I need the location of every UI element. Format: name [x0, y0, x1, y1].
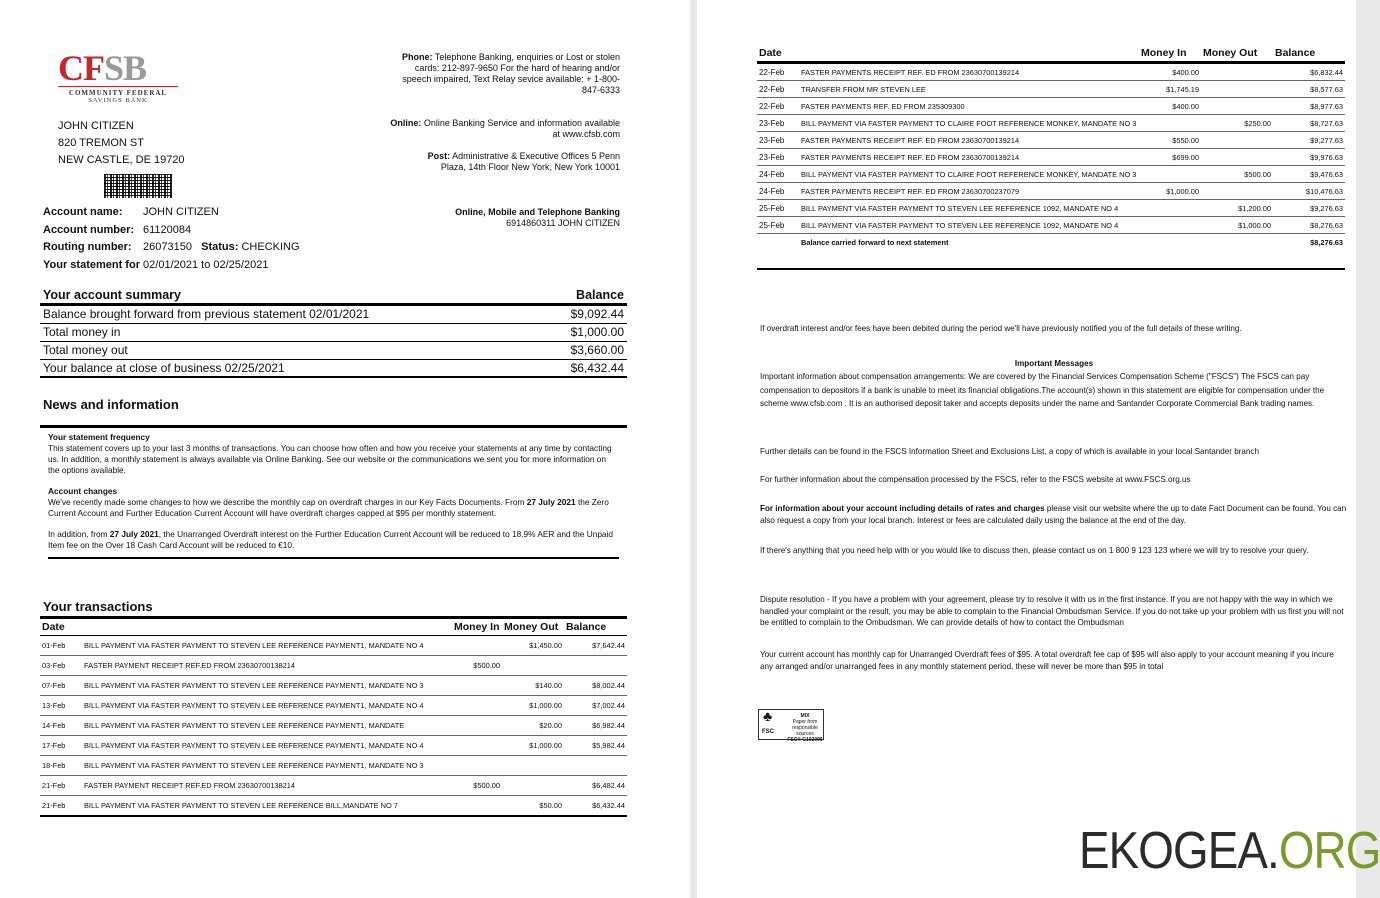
- row-date: 13-Feb: [40, 696, 82, 716]
- watermark: [1079, 821, 1380, 881]
- col-desc: [82, 618, 452, 636]
- col-date: Date: [40, 618, 82, 636]
- row-balance: $8,977.63: [1273, 98, 1345, 115]
- col-money-in: Money In: [1139, 45, 1201, 63]
- row-balance: $5,982.44: [564, 736, 627, 756]
- statement-page-2: [697, 0, 1380, 898]
- row-date: 24-Feb: [757, 183, 799, 200]
- col-balance: Balance: [1273, 45, 1345, 63]
- row-money-in: [452, 796, 502, 817]
- further-details-text: Further details can be found in the FSCS Information Sheet and Exclusions List, a copy of which is available in your local Santander branch: [760, 447, 1259, 456]
- account-summary: [40, 288, 627, 378]
- fsc-logo: [758, 708, 824, 743]
- row-description: FASTER PAYMENT RECEIPT REF.ED FROM 23630700138214: [82, 656, 452, 676]
- account-number: 61120084: [143, 223, 192, 236]
- row-money-out: $250.00: [1201, 115, 1273, 132]
- row-money-in: [452, 676, 502, 696]
- help-text: If there's anything that you need help with or you would like to discuss then, please contact us on 1 800 9 123 123 where we will try to resolve your query.: [760, 546, 1309, 555]
- row-balance: $8,577.63: [1273, 81, 1345, 98]
- contact-phone: [390, 52, 620, 96]
- row-money-in: $699.00: [1139, 149, 1201, 166]
- row-balance: $8,727.63: [1273, 115, 1345, 132]
- fscs-website-text: For further information about the compensation processed by the FSCS, refer to the FSCS website at www.FSCS.org.us: [760, 475, 1191, 484]
- row-money-out: $1,450.00: [502, 636, 564, 656]
- routing-number: 26073150: [143, 241, 192, 253]
- changes-heading: Account changes: [48, 486, 118, 496]
- transactions-title: Your transactions: [43, 599, 153, 614]
- final-in-cell: [1139, 234, 1201, 251]
- row-money-in: $1,000.00: [1139, 183, 1201, 200]
- row-money-out: $1,000.00: [502, 736, 564, 756]
- transactions-table-continued: [757, 45, 1345, 270]
- row-description: BILL PAYMENT VIA FASTER PAYMENT TO STEVEN LEE REFERENCE PAYMENT1, MANDATE NO 4: [82, 736, 452, 756]
- final-balance-value: $8,276.63: [1273, 234, 1345, 251]
- logo-line2: SAVINGS BANK: [88, 97, 148, 104]
- final-out-cell: [1201, 234, 1273, 251]
- row-date: 25-Feb: [757, 200, 799, 217]
- summary-row-label: Total money in: [43, 325, 121, 339]
- row-money-in: $1,745.19: [1139, 81, 1201, 98]
- row-description: FASTER PAYMENTS REF. ED FROM 235309300: [799, 98, 1139, 115]
- table-row: [40, 736, 627, 756]
- row-description: FASTER PAYMENTS RECEIPT REF. ED FROM 23630700139214: [799, 132, 1139, 149]
- summary-row-label: Balance brought forward from previous statement 02/01/2021: [43, 307, 370, 321]
- watermark-part1: EKOGEA.: [1079, 822, 1279, 880]
- phone-label: Phone:: [402, 52, 433, 62]
- table-row: [757, 115, 1345, 132]
- row-date: 22-Feb: [757, 81, 799, 98]
- row-description: BILL PAYMENT VIA FASTER PAYMENT TO STEVEN LEE REFERENCE PAYMENT1, MANDATE NO 3: [82, 756, 452, 776]
- table-row: [40, 796, 627, 817]
- rates-body: please visit our website where the up to date Fact Document can be found. You can also request a copy from your local branch. Interest or fees are calculated daily using the balance at the end of the day.: [760, 504, 1347, 525]
- row-date: 21-Feb: [40, 776, 82, 796]
- row-balance: $8,276.63: [1273, 217, 1345, 234]
- summary-title: Your account summary: [43, 288, 182, 302]
- table-row: [40, 716, 627, 736]
- statement-period: 02/01/2021 to 02/25/2021: [143, 258, 269, 271]
- row-money-in: [1139, 200, 1201, 217]
- news-section: [40, 425, 627, 569]
- freq-text: This statement covers up to your last 3 months of transactions. You can choose how often and how you receive your statements at any time by contacting us. In addition, a monthly statement is always available via Online Banking. See our website or the communications we sent you for more information on the options available.: [48, 443, 612, 475]
- bank-logo: [58, 48, 180, 104]
- row-date: 22-Feb: [757, 98, 799, 115]
- contact-post: [420, 151, 620, 173]
- customer-city: NEW CASTLE, DE 19720: [58, 154, 185, 166]
- logo-line1: COMMUNITY FEDERAL: [58, 86, 178, 97]
- row-date: 25-Feb: [757, 217, 799, 234]
- dispute-text: Dispute resolution - If you have a problem with your agreement, please try to resolve it with us in the first instance. If you are not happy with the way in which we handled your complaint or the result, you may be able to complain to the Financial Ombudsman Service. If you do not take up your problem with us first you will not be entitled to complain to the Ombudsman. We can provide details of how to contact the Ombudsman: [760, 595, 1344, 627]
- status-label: Status:: [201, 241, 239, 253]
- fsc-label: FSC: [762, 729, 774, 735]
- row-balance: $6,982.44: [564, 716, 627, 736]
- row-description: BILL PAYMENT VIA FASTER PAYMENT TO CLAIRE FOOT REFERENCE MONKEY, MANDATE NO 3: [799, 115, 1139, 132]
- summary-row-value: $6,432.44: [570, 361, 624, 375]
- changes-paragraph: [48, 497, 619, 519]
- account-name-label: Account name:: [43, 206, 123, 218]
- fsc-paper: Paper from responsible sources: [792, 719, 818, 737]
- row-balance: $9,476.63: [1273, 166, 1345, 183]
- col-balance: Balance: [564, 618, 627, 636]
- row-money-out: $50.00: [502, 796, 564, 817]
- compensation-text: Important information about compensation arrangements: We are covered by the Financial Services Compensation Scheme ("FSCS") The FSCS can pay compensation to depositors if a bank is unable to meet its financial obligations.The account(s) shown in this statement are eligible for compensation under the scheme www.cfsb.com . It is an authorised deposit taker and accepts deposits under the name and Santander Corporate Commercial Bank trading names.: [760, 372, 1325, 408]
- row-date: 24-Feb: [757, 166, 799, 183]
- row-money-in: [1139, 166, 1201, 183]
- row-date: 23-Feb: [757, 115, 799, 132]
- account-number-label: Account number:: [43, 223, 135, 236]
- row-date: 22-Feb: [757, 63, 799, 81]
- summary-balance-header: Balance: [576, 288, 624, 302]
- row-date: 18-Feb: [40, 756, 82, 776]
- row-description: FASTER PAYMENTS RECEIPT REF. ED FROM 23630700139214: [799, 149, 1139, 166]
- customer-address: [58, 118, 185, 169]
- tree-icon: ♣: [763, 708, 773, 724]
- col-desc: [799, 45, 1139, 63]
- table-row: [757, 200, 1345, 217]
- row-description: TRANSFER FROM MR STEVEN LEE: [799, 81, 1139, 98]
- row-date: 01-Feb: [40, 636, 82, 656]
- row-money-out: [1201, 132, 1273, 149]
- table-row: [40, 656, 627, 676]
- row-money-in: $400.00: [1139, 98, 1201, 115]
- table-row: [40, 756, 627, 776]
- row-money-out: [1201, 98, 1273, 115]
- row-description: BILL PAYMENT VIA FASTER PAYMENT TO STEVEN LEE REFERENCE PAYMENT1, MANDATE: [82, 716, 452, 736]
- row-money-in: [1139, 115, 1201, 132]
- row-money-in: [452, 756, 502, 776]
- row-balance: $7,002.44: [564, 696, 627, 716]
- row-balance: [564, 656, 627, 676]
- phone-text: Telephone Banking, enquiries or Lost or stolen cards: 212-897-9650 For the hard of hearing and/or speech impaired, Text Relay sevice available: + 1-800-847-6333: [402, 52, 620, 95]
- addition-text-b: , the Unarranged Overdraft interest on the Further Education Current Account will be reduced to 18.9% AER and the Unpaid Item fee on the Over 18 Cash Card Account will be reduced to €10.: [48, 529, 614, 550]
- row-balance: $6,482.44: [564, 776, 627, 796]
- summary-row-value: $9,092.44: [570, 307, 624, 321]
- table-row: [757, 132, 1345, 149]
- news-title: News and information: [43, 397, 179, 412]
- logo-grey-text: SB: [104, 48, 147, 88]
- summary-row-label: Your balance at close of business 02/25/2021: [43, 361, 285, 375]
- divider: [757, 268, 1345, 270]
- account-status: CHECKING: [241, 241, 300, 253]
- row-money-out: $1,000.00: [1201, 217, 1273, 234]
- banking-text: 6914860311 JOHN CITIZEN: [506, 218, 620, 228]
- rates-text: [760, 503, 1348, 527]
- statement-label: Your statement for: [43, 258, 140, 271]
- account-name: JOHN CITIZEN: [143, 206, 219, 218]
- final-date-cell: [757, 234, 799, 251]
- watermark-part2: ORG: [1278, 822, 1380, 880]
- row-balance: $8,002.44: [564, 676, 627, 696]
- contact-banking: [390, 207, 620, 229]
- summary-row: [40, 342, 627, 360]
- changes-date: 27 July 2021: [526, 497, 576, 507]
- row-money-out: $1,200.00: [1201, 200, 1273, 217]
- fsc-code: FSC® C102096: [787, 737, 823, 743]
- row-balance: $9,976.63: [1273, 149, 1345, 166]
- row-description: BILL PAYMENT VIA FASTER PAYMENT TO CLAIRE FOOT REFERENCE MONKEY, MANDATE NO 3: [799, 166, 1139, 183]
- addition-text-a: In addition, from: [48, 529, 110, 539]
- col-money-in: Money In: [452, 618, 502, 636]
- routing-number-label: Routing number:: [43, 241, 132, 253]
- online-label: Online:: [390, 118, 422, 128]
- post-label: Post:: [427, 151, 451, 161]
- summary-row-value: $1,000.00: [570, 325, 624, 339]
- row-description: FASTER PAYMENT RECEIPT REF.ED FROM 23630700138214: [82, 776, 452, 796]
- table-row: [757, 63, 1345, 81]
- final-balance-label: Balance carried forward to next statement: [801, 238, 949, 247]
- col-money-out: Money Out: [1201, 45, 1273, 63]
- logo-red-text: CF: [58, 48, 104, 88]
- row-money-in: $550.00: [1139, 132, 1201, 149]
- cap-text: Your current account has monthly cap for Unarranged Overdraft fees of $95. A total overdraft fee cap of $95 will also apply to your account meaning if you incure any arranged and/or unarranged fees in any monthly statement period, these will never be more than $95 in total: [760, 650, 1334, 671]
- row-balance: $9,276.63: [1273, 200, 1345, 217]
- row-money-in: $500.00: [452, 776, 502, 796]
- row-date: 21-Feb: [40, 796, 82, 817]
- row-money-in: $400.00: [1139, 63, 1201, 81]
- row-balance: $7,642.44: [564, 636, 627, 656]
- customer-street: 820 TREMON ST: [58, 137, 144, 149]
- freq-heading: Your statement frequency: [48, 432, 150, 442]
- row-date: 03-Feb: [40, 656, 82, 676]
- row-description: BILL PAYMENT VIA FASTER PAYMENT TO STEVEN LEE REFERENCE 1092, MANDATE NO 4: [799, 217, 1139, 234]
- final-balance-row: [757, 234, 1345, 251]
- table-row: [40, 776, 627, 796]
- barcode-image: [104, 174, 172, 198]
- overdraft-note: If overdraft interest and/or fees have been debited during the period we'll have previously notified you of the full details of these writing.: [760, 324, 1242, 333]
- row-date: 23-Feb: [757, 132, 799, 149]
- table-row: [40, 696, 627, 716]
- row-money-in: [1139, 217, 1201, 234]
- summary-row-label: Total money out: [43, 343, 128, 357]
- row-date: 17-Feb: [40, 736, 82, 756]
- row-money-out: $20.00: [502, 716, 564, 736]
- addition-date: 27 July 2021: [109, 529, 159, 539]
- row-money-out: [1201, 81, 1273, 98]
- table-row: [757, 81, 1345, 98]
- fsc-text: [787, 713, 823, 743]
- row-date: 23-Feb: [757, 149, 799, 166]
- fsc-mix: MIX: [800, 713, 810, 719]
- row-description: BILL PAYMENT VIA FASTER PAYMENT TO STEVEN LEE REFERENCE 1092, MANDATE NO 4: [799, 200, 1139, 217]
- summary-row-value: $3,660.00: [570, 343, 624, 357]
- table-row: [757, 98, 1345, 115]
- row-money-in: [452, 696, 502, 716]
- account-details: [43, 204, 300, 274]
- col-money-out: Money Out: [502, 618, 564, 636]
- row-balance: $10,476.63: [1273, 183, 1345, 200]
- row-money-in: [452, 716, 502, 736]
- banking-label: Online, Mobile and Telephone Banking: [455, 207, 620, 217]
- summary-row: [40, 306, 627, 324]
- row-money-out: [502, 776, 564, 796]
- online-text: Online Banking Service and information available at www.cfsb.com: [423, 118, 620, 139]
- row-money-in: [452, 636, 502, 656]
- table-row: [757, 183, 1345, 200]
- post-text: Administrative & Executive Offices 5 Penn Plaza, 14th Floor New York, New York 10001: [440, 151, 620, 172]
- row-money-in: [452, 736, 502, 756]
- changes-text-b: the Zero Current Account and Further Education Current Account will have overdraft charges capped at $95 per monthly statement.: [48, 497, 609, 518]
- table-row: [40, 636, 627, 656]
- row-date: 07-Feb: [40, 676, 82, 696]
- changes-text-a: We've recently made some changes to how we describe the monthly cap on overdraft charges in our Key Facts Documents. From: [48, 497, 527, 507]
- important-messages-title: Important Messages: [1014, 359, 1094, 368]
- summary-row: [40, 360, 627, 378]
- col-date: Date: [757, 45, 799, 63]
- transactions-table: [40, 616, 627, 817]
- summary-row: [40, 324, 627, 342]
- customer-name: JOHN CITIZEN: [58, 120, 134, 132]
- row-money-out: [1201, 63, 1273, 81]
- row-money-out: $140.00: [502, 676, 564, 696]
- row-money-in: $500.00: [452, 656, 502, 676]
- row-balance: $6,432.44: [564, 796, 627, 817]
- row-money-out: $1,000.00: [502, 696, 564, 716]
- addition-paragraph: [48, 529, 619, 559]
- table-row: [757, 217, 1345, 234]
- row-money-out: [502, 756, 564, 776]
- rates-bold: For information about your account including details of rates and charges: [760, 504, 1045, 513]
- row-money-out: $500.00: [1201, 166, 1273, 183]
- row-balance: [564, 756, 627, 776]
- row-balance: $9,277.63: [1273, 132, 1345, 149]
- row-date: 14-Feb: [40, 716, 82, 736]
- row-money-out: [502, 656, 564, 676]
- row-money-out: [1201, 183, 1273, 200]
- row-description: BILL PAYMENT VIA FASTER PAYMENT TO STEVEN LEE REFERENCE PAYMENT1, MANDATE NO 3: [82, 676, 452, 696]
- table-row: [757, 149, 1345, 166]
- row-description: BILL PAYMENT VIA FASTER PAYMENT TO STEVEN LEE REFERENCE PAYMENT1, MANDATE NO 4: [82, 696, 452, 716]
- table-row: [40, 676, 627, 696]
- row-money-out: [1201, 149, 1273, 166]
- row-balance: $6,832.44: [1273, 63, 1345, 81]
- row-description: BILL PAYMENT VIA FASTER PAYMENT TO STEVEN LEE REFERENCE PAYMENT1, MANDATE NO 4: [82, 636, 452, 656]
- row-description: BILL PAYMENT VIA FASTER PAYMENT TO STEVEN LEE REFERENCE BILL,MANDATE NO 7: [82, 796, 452, 817]
- row-description: FASTER PAYMENTS RECEIPT REF. ED FROM 23630700139214: [799, 63, 1139, 81]
- table-row: [757, 166, 1345, 183]
- contact-online: [390, 118, 620, 140]
- row-description: FASTER PAYMENTS RECEIPT REF. ED FROM 23630700237079: [799, 183, 1139, 200]
